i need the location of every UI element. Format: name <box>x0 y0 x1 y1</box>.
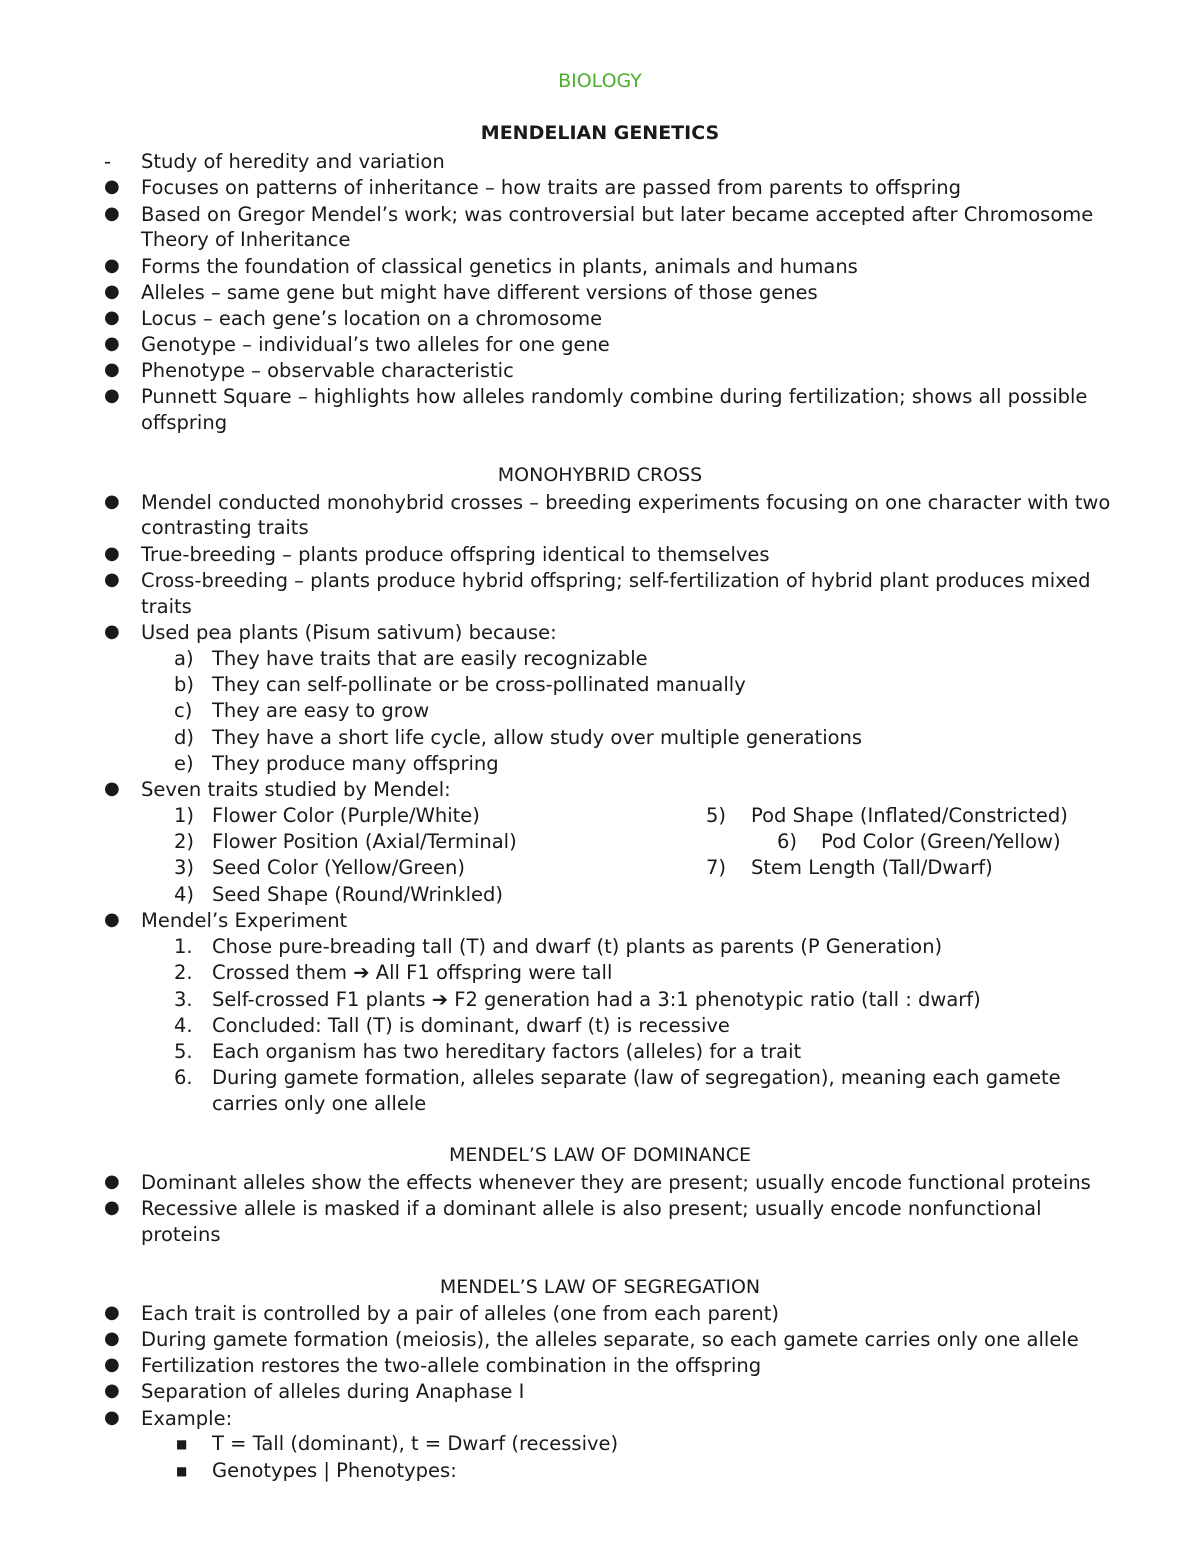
trait-item: Pod Color (Green/Yellow) <box>821 830 1061 853</box>
trait-marker: 3) <box>174 856 195 879</box>
bullet-icon: ● <box>104 203 120 224</box>
bullet-icon: ● <box>104 1302 120 1323</box>
list-item: Phenotype – observable characteristic <box>141 359 514 382</box>
list-item: Mendel’s Experiment <box>141 909 348 932</box>
list-item: Focuses on patterns of inheritance – how traits are passed from parents to offspring <box>141 176 962 199</box>
list-item: Dominant alleles show the effects whenever they are present; usually encode functional proteins <box>141 1171 1091 1194</box>
sub-marker: e) <box>174 752 194 775</box>
sub-item: Genotypes | Phenotypes: <box>212 1459 457 1482</box>
list-item: Study of heredity and variation <box>141 150 445 173</box>
step-item: Self-crossed F1 plants ➔ F2 generation had a 3:1 phenotypic ratio (tall : dwarf) <box>212 988 981 1011</box>
sub-item: They are easy to grow <box>212 699 430 722</box>
list-item: Separation of alleles during Anaphase I <box>141 1380 525 1403</box>
list-item: Each trait is controlled by a pair of alleles (one from each parent) <box>141 1302 779 1325</box>
step-marker: 6. <box>174 1066 193 1089</box>
bullet-icon: ● <box>104 307 120 328</box>
bullet-icon: ● <box>104 281 120 302</box>
trait-item: Stem Length (Tall/Dwarf) <box>751 856 993 879</box>
page-title: BIOLOGY <box>558 70 642 92</box>
sub-item: They produce many offspring <box>212 752 499 775</box>
sub-marker: c) <box>174 699 193 722</box>
bullet-icon: ● <box>104 1380 120 1401</box>
step-item-continued: carries only one allele <box>212 1092 427 1115</box>
section-heading-monohybrid: MONOHYBRID CROSS <box>497 464 703 486</box>
trait-item: Seed Shape (Round/Wrinkled) <box>212 883 503 906</box>
sub-item: They have a short life cycle, allow study over multiple generations <box>212 726 863 749</box>
list-item: Punnett Square – highlights how alleles randomly combine during fertilization; shows all possible <box>141 385 1088 408</box>
list-item-continued: proteins <box>141 1223 221 1246</box>
trait-item: Flower Position (Axial/Terminal) <box>212 830 517 853</box>
step-item: Chose pure-breading tall (T) and dwarf (t) plants as parents (P Generation) <box>212 935 943 958</box>
step-marker: 5. <box>174 1040 193 1063</box>
step-marker: 1. <box>174 935 193 958</box>
trait-marker: 1) <box>174 804 195 827</box>
list-item: Used pea plants (Pisum sativum) because: <box>141 621 557 644</box>
bullet-icon: ● <box>104 909 120 930</box>
square-bullet-icon: ■ <box>176 1437 188 1451</box>
bullet-icon: ● <box>104 1171 120 1192</box>
trait-marker: 5) <box>706 804 727 827</box>
list-item: True-breeding – plants produce offspring identical to themselves <box>141 543 770 566</box>
trait-marker: 4) <box>174 883 195 906</box>
step-marker: 3. <box>174 988 193 1011</box>
bullet-icon: ● <box>104 491 120 512</box>
step-item: During gamete formation, alleles separate (law of segregation), meaning each gamete <box>212 1066 1061 1089</box>
trait-item: Seed Color (Yellow/Green) <box>212 856 465 879</box>
bullet-icon: ● <box>104 569 120 590</box>
square-bullet-icon: ■ <box>176 1464 188 1478</box>
bullet-icon: ● <box>104 778 120 799</box>
bullet-icon: ● <box>104 1407 120 1428</box>
list-item-continued: contrasting traits <box>141 516 309 539</box>
bullet-icon: ● <box>104 385 120 406</box>
section-heading-mendelian: MENDELIAN GENETICS <box>480 122 720 144</box>
step-item: Each organism has two hereditary factors (alleles) for a trait <box>212 1040 802 1063</box>
list-item: Alleles – same gene but might have different versions of those genes <box>141 281 818 304</box>
bullet-icon: ● <box>104 333 120 354</box>
bullet-icon: ● <box>104 176 120 197</box>
list-item: Locus – each gene’s location on a chromosome <box>141 307 603 330</box>
bullet-icon: ● <box>104 255 120 276</box>
list-item: Genotype – individual’s two alleles for one gene <box>141 333 610 356</box>
step-marker: 2. <box>174 961 193 984</box>
bullet-icon: ● <box>104 359 120 380</box>
section-heading-dominance: MENDEL’S LAW OF DOMINANCE <box>449 1144 751 1166</box>
list-item: Fertilization restores the two-allele combination in the offspring <box>141 1354 762 1377</box>
section-heading-segregation: MENDEL’S LAW OF SEGREGATION <box>439 1276 761 1298</box>
list-item-continued: traits <box>141 595 192 618</box>
list-item: Mendel conducted monohybrid crosses – breeding experiments focusing on one character with two <box>141 491 1111 514</box>
bullet-icon: ● <box>104 1328 120 1349</box>
trait-item: Pod Shape (Inflated/Constricted) <box>751 804 1068 827</box>
sub-item: T = Tall (dominant), t = Dwarf (recessive) <box>212 1432 619 1455</box>
list-item: Forms the foundation of classical genetics in plants, animals and humans <box>141 255 858 278</box>
list-item-continued: Theory of Inheritance <box>141 228 351 251</box>
dash-marker: - <box>104 150 112 173</box>
trait-marker: 6) <box>777 830 798 853</box>
step-marker: 4. <box>174 1014 193 1037</box>
sub-marker: b) <box>174 673 194 696</box>
bullet-icon: ● <box>104 621 120 642</box>
bullet-icon: ● <box>104 1197 120 1218</box>
list-item: Seven traits studied by Mendel: <box>141 778 451 801</box>
sub-item: They have traits that are easily recognizable <box>212 647 648 670</box>
trait-item: Flower Color (Purple/White) <box>212 804 480 827</box>
bullet-icon: ● <box>104 1354 120 1375</box>
list-item: Example: <box>141 1407 233 1430</box>
sub-item: They can self-pollinate or be cross-pollinated manually <box>212 673 746 696</box>
step-item: Concluded: Tall (T) is dominant, dwarf (t) is recessive <box>212 1014 730 1037</box>
trait-marker: 2) <box>174 830 195 853</box>
list-item: Cross-breeding – plants produce hybrid offspring; self-fertilization of hybrid plant produces mixed <box>141 569 1091 592</box>
list-item: Based on Gregor Mendel’s work; was controversial but later became accepted after Chromosome <box>141 203 1094 226</box>
bullet-icon: ● <box>104 543 120 564</box>
list-item: Recessive allele is masked if a dominant allele is also present; usually encode nonfunctional <box>141 1197 1042 1220</box>
sub-marker: a) <box>174 647 194 670</box>
sub-marker: d) <box>174 726 194 749</box>
trait-marker: 7) <box>706 856 727 879</box>
list-item-continued: offspring <box>141 411 228 434</box>
step-item: Crossed them ➔ All F1 offspring were tall <box>212 961 613 984</box>
list-item: During gamete formation (meiosis), the alleles separate, so each gamete carries only one allele <box>141 1328 1079 1351</box>
